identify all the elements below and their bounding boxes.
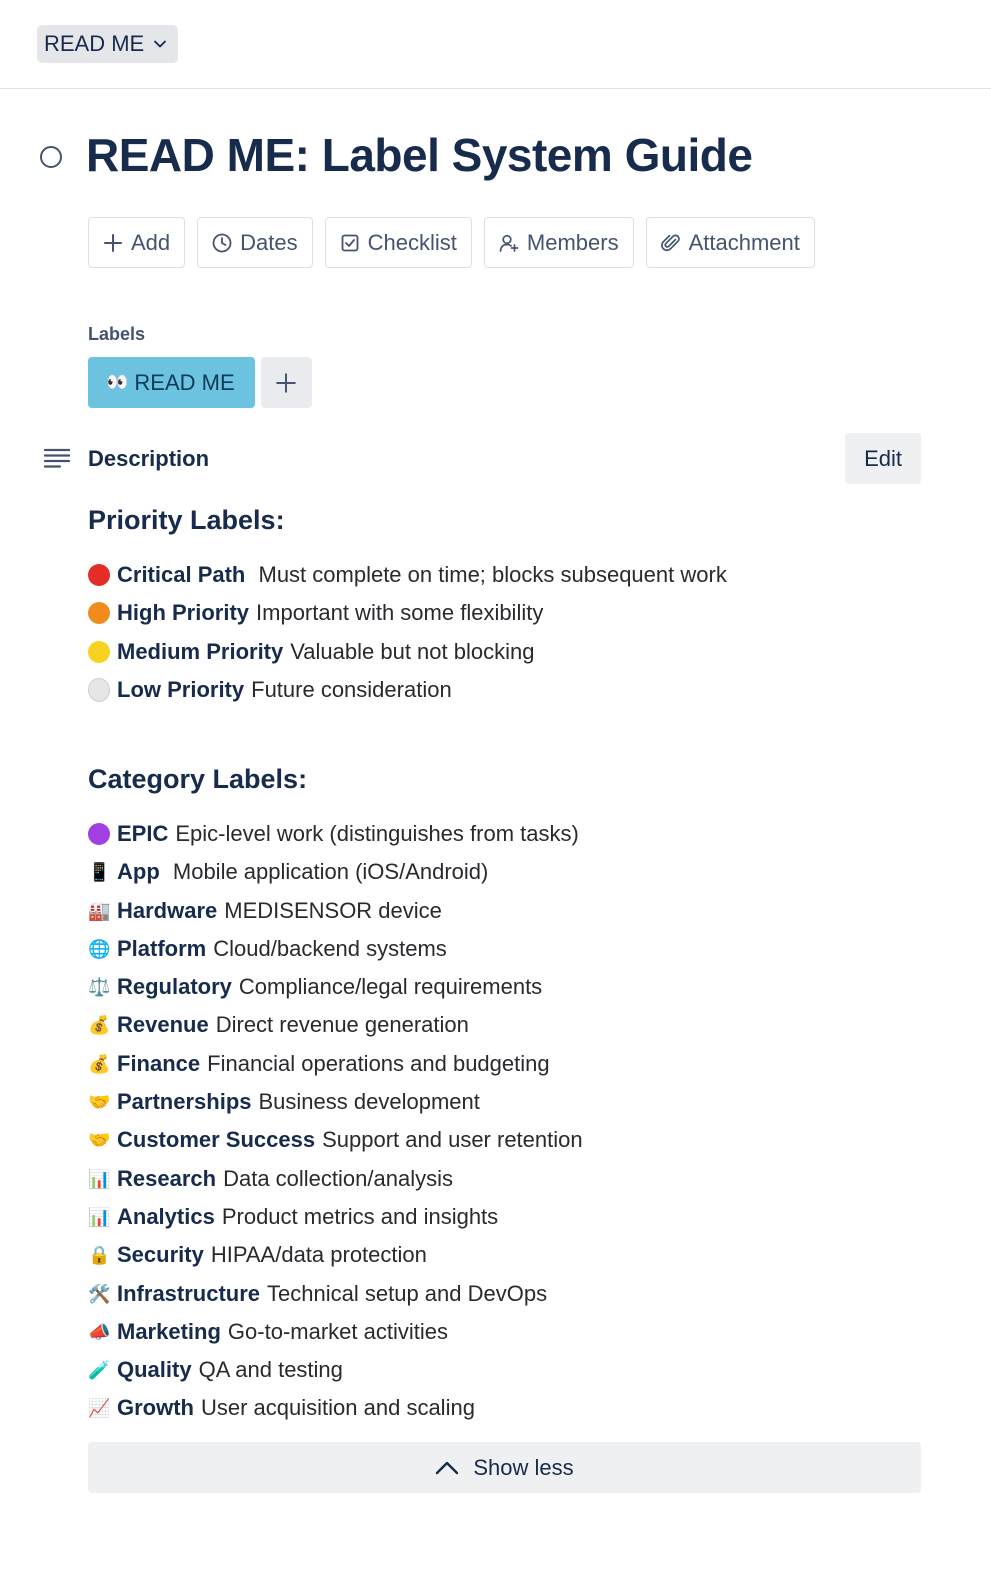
list-item xyxy=(88,853,583,891)
label-name: Partnerships xyxy=(117,1089,252,1115)
red-circle-icon xyxy=(88,564,110,586)
color-dot xyxy=(88,678,110,702)
label-name: Marketing xyxy=(117,1318,221,1344)
labels-row xyxy=(88,357,312,408)
clock-icon xyxy=(212,233,232,253)
plus-icon xyxy=(275,372,297,394)
add-button[interactable] xyxy=(88,217,185,268)
label-name: Critical Path xyxy=(117,562,246,587)
priority-list xyxy=(88,556,727,709)
show-less-label: Show less xyxy=(473,1454,574,1480)
test-tube-emoji-icon: 🧪 xyxy=(88,1360,111,1381)
list-item xyxy=(88,1313,583,1351)
label-name: Quality xyxy=(117,1357,192,1383)
label-description: Support and user retention xyxy=(322,1127,583,1153)
card-title-row xyxy=(40,128,752,182)
label-description: Important with some flexibility xyxy=(256,600,544,626)
label-description: Must complete on time; blocks subsequent work xyxy=(252,562,727,587)
label-name: Security xyxy=(117,1242,204,1268)
label-name: EPIC xyxy=(117,821,169,846)
label-name: Revenue xyxy=(117,1012,209,1038)
label-description: Financial operations and budgeting xyxy=(207,1050,550,1076)
handshake-emoji-icon: 🤝 xyxy=(88,1092,111,1113)
card-header-bar xyxy=(0,0,991,89)
member-add-icon xyxy=(499,233,519,253)
label-name: High Priority xyxy=(117,600,250,626)
label-name: Hardware xyxy=(117,897,218,923)
plus-icon xyxy=(103,233,123,253)
label-description: MEDISENSOR device xyxy=(224,897,442,923)
list-item xyxy=(88,1160,583,1198)
money-bag-emoji-icon: 💰 xyxy=(88,1053,111,1074)
color-dot xyxy=(88,641,110,663)
label-description: User acquisition and scaling xyxy=(201,1395,475,1421)
priority-heading: Priority Labels: xyxy=(88,505,285,535)
checkbox-icon xyxy=(340,233,360,253)
label-chip-read-me[interactable] xyxy=(88,357,255,408)
list-item xyxy=(88,1198,583,1236)
description-header xyxy=(44,433,921,484)
checklist-button-label: Checklist xyxy=(367,229,457,255)
color-dot xyxy=(88,564,110,586)
list-item xyxy=(88,930,583,968)
complete-toggle[interactable] xyxy=(40,146,62,168)
factory-emoji-icon: 🏭 xyxy=(88,900,111,921)
eyes-emoji: 👀 xyxy=(106,372,129,392)
label-description: Valuable but not blocking xyxy=(290,638,535,664)
white-circle-icon xyxy=(88,678,110,702)
list-item xyxy=(88,671,727,709)
paperclip-icon xyxy=(661,233,681,253)
members-button[interactable] xyxy=(484,217,634,268)
add-button-label: Add xyxy=(131,229,171,255)
label-description: Data collection/analysis xyxy=(223,1165,453,1191)
list-selector-label: READ ME xyxy=(44,31,145,56)
category-list xyxy=(88,815,583,1428)
checklist-button[interactable] xyxy=(325,217,472,268)
label-name: Infrastructure xyxy=(117,1280,261,1306)
description-heading: Description xyxy=(88,446,210,471)
card-title[interactable]: READ ME: Label System Guide xyxy=(86,129,753,181)
label-description: Product metrics and insights xyxy=(221,1203,499,1229)
chart-increasing-emoji-icon: 📈 xyxy=(88,1398,111,1419)
label-name: Customer Success xyxy=(117,1127,316,1153)
label-name: Research xyxy=(117,1165,217,1191)
list-item xyxy=(88,892,583,930)
show-less-button[interactable] xyxy=(88,1442,921,1493)
label-description: Mobile application (iOS/Android) xyxy=(166,859,489,885)
scales-emoji-icon: ⚖️ xyxy=(88,977,111,998)
add-label-button[interactable] xyxy=(261,357,312,408)
members-button-label: Members xyxy=(526,229,619,255)
label-name: Medium Priority xyxy=(117,638,284,664)
list-item xyxy=(88,1236,583,1274)
label-name: Platform xyxy=(117,935,207,961)
list-item xyxy=(88,594,727,632)
label-description: Direct revenue generation xyxy=(215,1012,469,1038)
dates-button-label: Dates xyxy=(240,229,298,255)
list-item xyxy=(88,1389,583,1427)
label-name: App xyxy=(117,859,160,885)
label-name: Finance xyxy=(117,1050,201,1076)
list-item xyxy=(88,1083,583,1121)
dates-button[interactable] xyxy=(197,217,312,268)
label-name: Regulatory xyxy=(117,974,232,1000)
orange-circle-icon xyxy=(88,602,110,624)
label-name: Analytics xyxy=(117,1203,215,1229)
label-description: Compliance/legal requirements xyxy=(238,974,543,1000)
labels-heading: Labels xyxy=(88,324,146,344)
tools-emoji-icon: 🛠️ xyxy=(88,1283,111,1304)
priority-section xyxy=(88,505,727,709)
list-item xyxy=(88,815,583,853)
label-description: Cloud/backend systems xyxy=(213,935,447,961)
attachment-button[interactable] xyxy=(646,217,815,268)
label-description: Future consideration xyxy=(251,676,452,702)
attachment-button-label: Attachment xyxy=(688,229,800,255)
chevron-up-icon xyxy=(435,1460,459,1476)
list-item xyxy=(88,1351,583,1389)
label-description: Go-to-market activities xyxy=(227,1318,448,1344)
lock-emoji-icon: 🔒 xyxy=(88,1245,111,1266)
list-item xyxy=(88,1121,583,1159)
label-description: HIPAA/data protection xyxy=(210,1242,427,1268)
bar-chart-emoji-icon: 📊 xyxy=(88,1168,111,1189)
list-selector-button[interactable] xyxy=(37,25,178,63)
category-heading: Category Labels: xyxy=(88,764,308,794)
list-item xyxy=(88,556,727,594)
description-lines-icon xyxy=(44,448,70,468)
list-item xyxy=(88,633,727,671)
purple-circle-icon xyxy=(88,823,110,845)
category-section xyxy=(88,764,583,1428)
edit-description-button[interactable]: Edit xyxy=(845,433,921,484)
color-dot xyxy=(88,602,110,624)
label-description: QA and testing xyxy=(198,1357,343,1383)
list-item xyxy=(88,1045,583,1083)
color-dot xyxy=(88,823,110,845)
list-item xyxy=(88,1275,583,1313)
label-name: Growth xyxy=(117,1395,194,1421)
label-description: Epic-level work (distinguishes from tasks) xyxy=(175,821,579,846)
mobile-phone-emoji-icon: 📱 xyxy=(88,862,111,883)
label-name: Low Priority xyxy=(117,676,245,702)
list-item xyxy=(88,968,583,1006)
card-actions xyxy=(88,217,815,268)
handshake-emoji-icon: 🤝 xyxy=(88,1130,111,1151)
yellow-circle-icon xyxy=(88,641,110,663)
list-item xyxy=(88,1006,583,1044)
chevron-down-icon xyxy=(152,36,168,52)
money-bag-emoji-icon: 💰 xyxy=(88,1015,111,1036)
label-chip-text: READ ME xyxy=(134,369,235,395)
megaphone-emoji-icon: 📣 xyxy=(88,1321,111,1342)
label-description: Business development xyxy=(258,1089,480,1115)
bar-chart-emoji-icon: 📊 xyxy=(88,1206,111,1227)
globe-emoji-icon: 🌐 xyxy=(88,938,111,959)
label-description: Technical setup and DevOps xyxy=(267,1280,548,1306)
